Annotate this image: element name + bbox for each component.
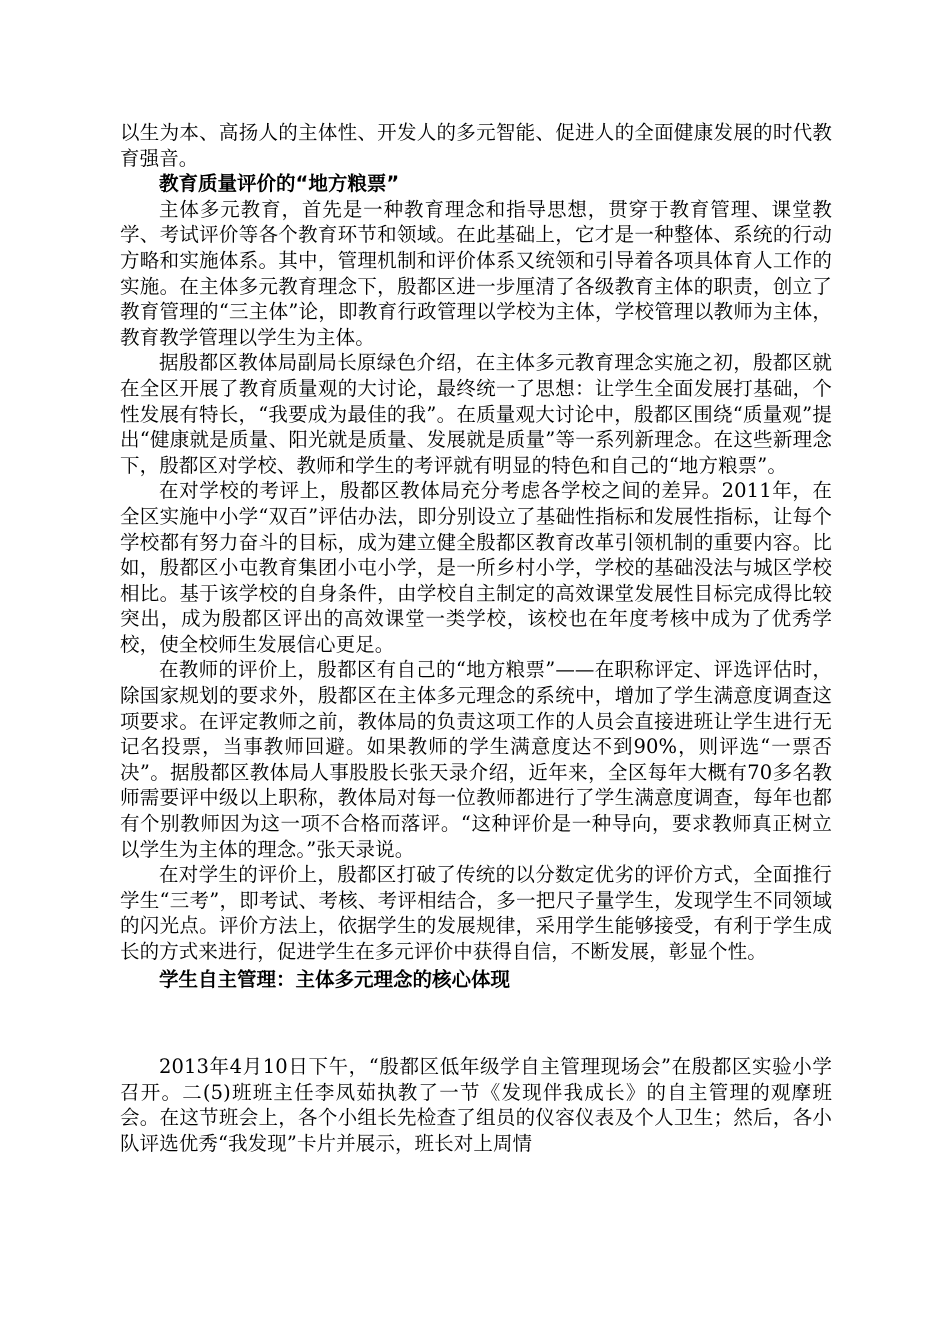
document-body [120, 120, 832, 1157]
paragraph-main-concept: 主体多元教育，首先是一种教育理念和指导思想，贯穿于教育管理、课堂教学、考试评价等各个教育环节和领域。在此基础上，它才是一种整体、系统的行动方略和实施体系。其中，管理机制和评价体系又统领和引导着各项具体育人工作的实施。在主体多元教育理念下，殷都区进一步厘清了各级教育主体的职责，创立了教育管理的“三主体”论，即教育行政管理以学校为主体，学校管理以教师为主体，教育教学管理以学生为主体。 [120, 197, 832, 349]
paragraph-quality-discussion: 据殷都区教体局副局长原绿色介绍，在主体多元教育理念实施之初，殷都区就在全区开展了教育质量观的大讨论，最终统一了思想：让学生全面发展打基础，个性发展有特长，“我要成为最佳的我”。在质量观大讨论中，殷都区围绕“质量观”提出“健康就是质量、阳光就是质量、发展就是质量”等一系列新理念。在这些新理念下，殷都区对学校、教师和学生的考评就有明显的特色和自己的“地方粮票”。 [120, 351, 832, 477]
section-heading-self-management: 学生自主管理：主体多元理念的核心体现 [159, 967, 511, 991]
paragraph-student-evaluation: 在对学生的评价上，殷都区打破了传统的以分数定优劣的评价方式，全面推行学生“三考”，即考试、考核、考评相结合，多一把尺子量学生，发现学生不同领域的闪光点。评价方法上，依据学生的发展规律，采用学生能够接受，有利于学生成长的方式来进行，促进学生在多元评价中获得自信，不断发展，彰显个性。 [120, 863, 832, 963]
blank-gap [120, 992, 832, 1054]
paragraph-meeting: 2013年4月10日下午，“殷都区低年级学自主管理现场会”在殷都区实验小学召开。二(5)班班主任李凤茹执教了一节《发现伴我成长》的自主管理的观摩班会。在这节班会上，各个小组长先检查了组员的仪容仪表及个人卫生；然后，各小队评选优秀“我发现”卡片并展示，班长对上周情 [120, 1055, 832, 1155]
opening-paragraph: 以生为本、高扬人的主体性、开发人的多元智能、促进人的全面健康发展的时代教育强音。 [120, 121, 832, 170]
section-heading-evaluation: 教育质量评价的“地方粮票” [159, 172, 400, 196]
paragraph-teacher-evaluation: 在教师的评价上，殷都区有自己的“地方粮票”——在职称评定、评选评估时，除国家规划的要求外，殷都区在主体多元理念的系统中，增加了学生满意度调查这项要求。在评定教师之前，教体局的负责这项工作的人员会直接进班让学生进行无记名投票，当事教师回避。如果教师的学生满意度达不到90%，则评选“一票否决”。据殷都区教体局人事股股长张天录介绍，近年来，全区每年大概有70多名教师需要评中级以上职称，教体局对每一位教师都进行了学生满意度调查，每年也都有个别教师因为这一项不合格而落评。“这种评价是一种导向，要求教师真正树立以学生为主体的理念。”张天录说。 [120, 658, 832, 861]
paragraph-school-evaluation: 在对学校的考评上，殷都区教体局充分考虑各学校之间的差异。2011年，在全区实施中小学“双百”评估办法，即分别设立了基础性指标和发展性指标，让每个学校都有努力奋斗的目标，成为建立健全殷都区教育改革引领机制的重要内容。比如，殷都区小屯教育集团小屯小学，是一所乡村小学，学校的基础没法与城区学校相比。基于该学校的自身条件，由学校自主制定的高效课堂发展性目标完成得比较突出，成为殷都区评出的高效课堂一类学校，该校也在年度考核中成为了优秀学校，使全校师生发展信心更足。 [120, 479, 832, 656]
